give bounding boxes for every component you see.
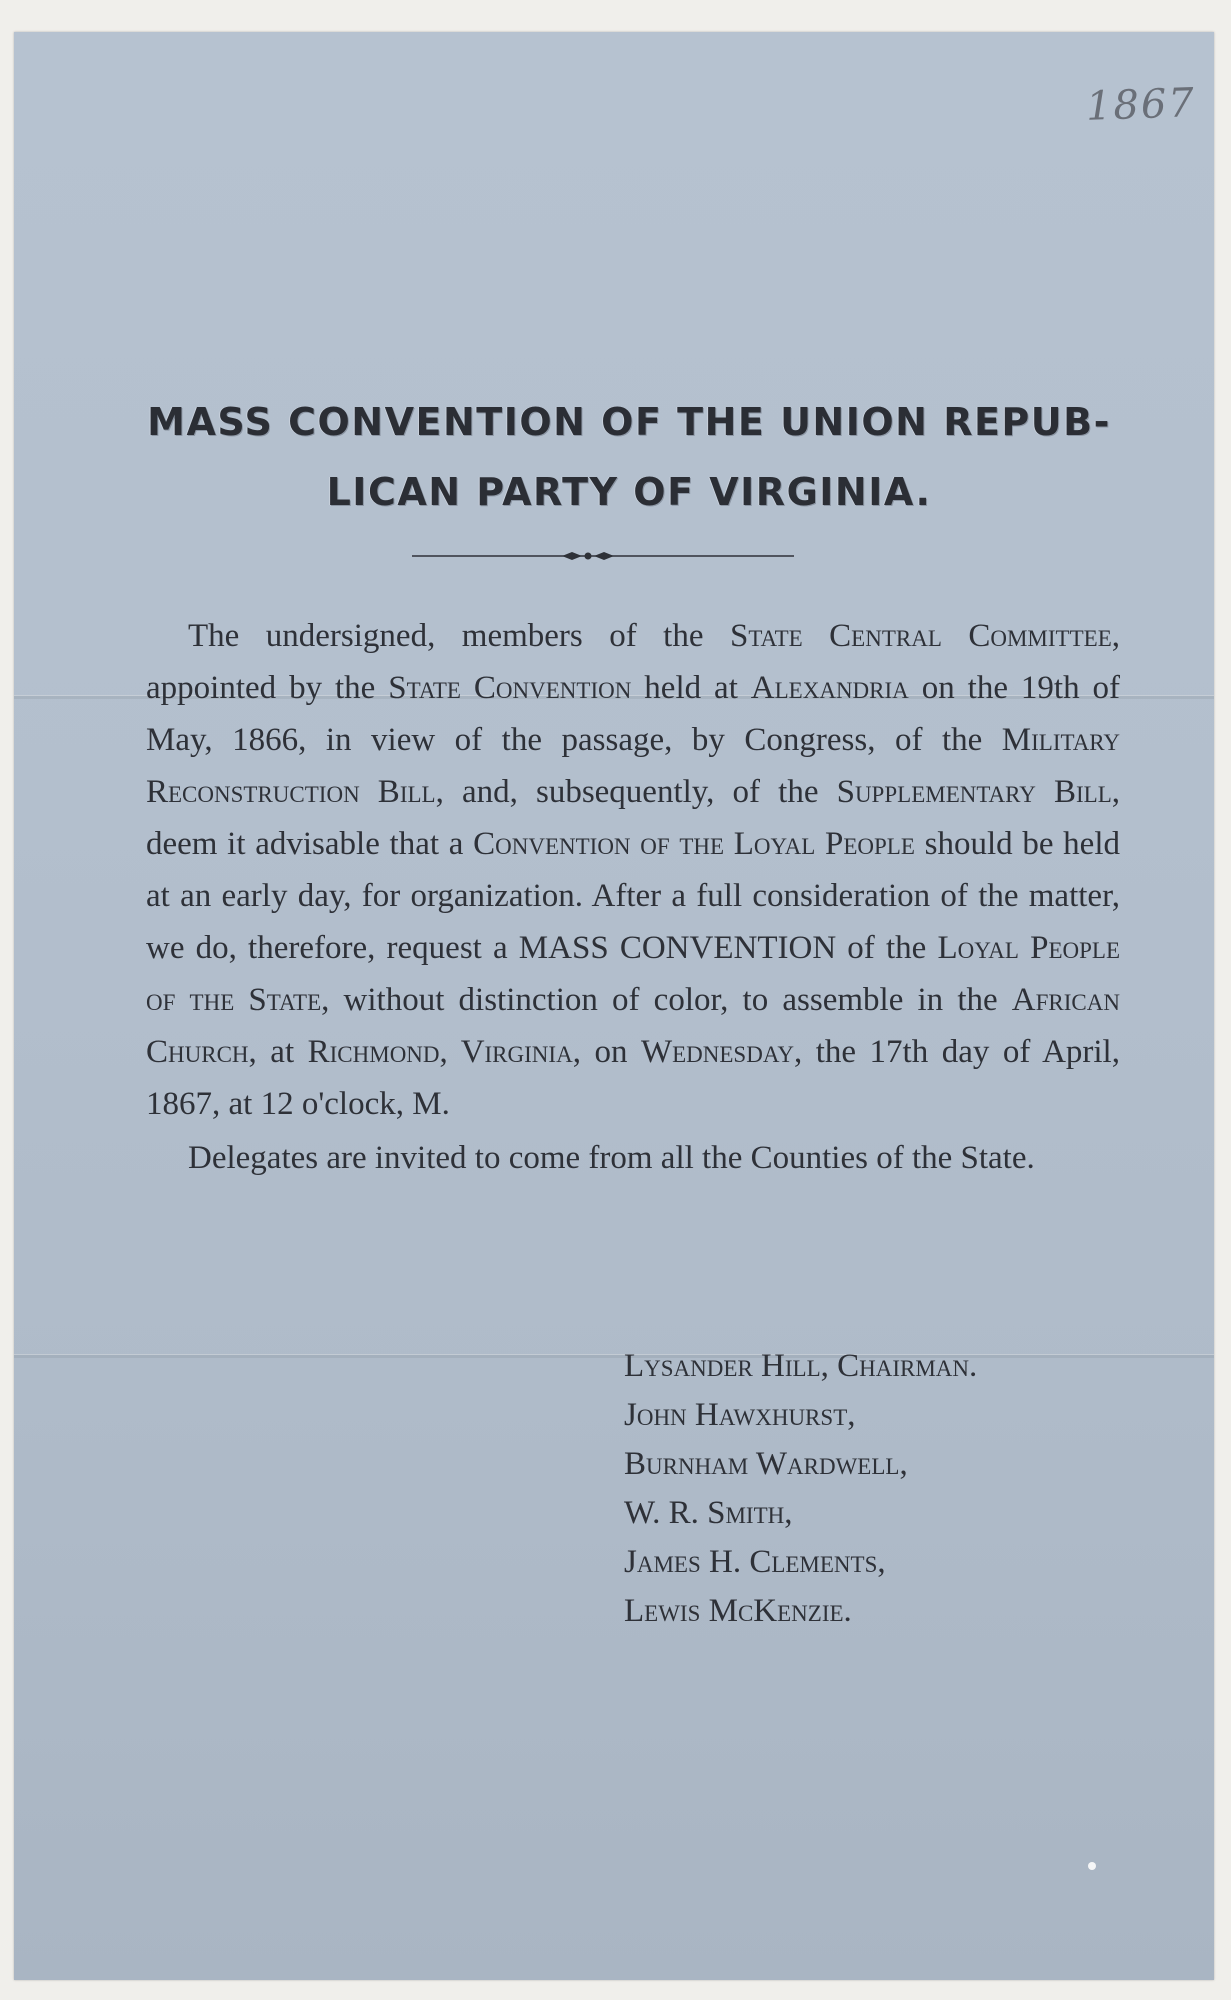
signer-name: Lysander Hill, Chairman. [624,1348,978,1384]
text-run: , appointed by the [146,618,1120,706]
text-run: African Church [146,982,1120,1070]
text-run: State Convention [388,670,632,706]
text-run: Supplementary Bill [836,774,1112,810]
text-run: , and, subsequently, of the [435,774,837,810]
paragraph-delegates: Delegates are invited to come from all the Counties of the State. [188,1140,1035,1176]
paper-speck [1088,1862,1096,1870]
text-run: , without distinction of color, to assemble in the [321,982,1012,1018]
title-line-2: LICAN PARTY OF VIRGINIA. [326,470,932,514]
broadside-page [14,32,1214,1980]
text-run: Convention of the Loyal People [473,826,915,862]
title-line-1: MASS CONVENTION OF THE UNION REPUB- [147,400,1111,444]
paragraph-call-to-convention [146,610,1120,1130]
document-title [134,387,1124,527]
signature-list [624,1342,1144,1636]
text-run: Alexandria [750,670,909,706]
body-text [146,610,1120,1184]
text-run: Wednesday [640,1034,794,1070]
signer-name: John Hawxhurst, [624,1397,856,1433]
text-run: The undersigned, members of the [188,618,730,654]
text-run: , on [572,1034,641,1070]
signer-name: James H. Clements, [624,1544,886,1580]
text-run: Loyal People of the State [146,930,1120,1018]
ornament-rule [412,550,794,562]
text-run: held at [631,670,751,706]
text-run: should be held at an early day, for organization. After a full consideration of the matter, we do, therefore, request a MASS CONVENTION of the [146,826,1120,966]
text-run: , deem it advisable that a [146,774,1120,862]
text-run: , the 17th day of April, 1867, at 12 o'clock, M. [146,1034,1120,1122]
text-run: Richmond, Virginia [307,1034,573,1070]
text-run: on the 19th of May, 1866, in view of the passage, by Congress, of the [146,670,1120,758]
signer-name: W. R. Smith, [624,1495,793,1531]
signer-name: Lewis McKenzie. [624,1593,852,1629]
text-run: , at [248,1034,308,1070]
signer-name: Burnham Wardwell, [624,1446,908,1482]
handwritten-year-note: 1867 [1085,80,1197,130]
text-run: State Central Committee [729,618,1112,654]
text-run: Military Reconstruction Bill [146,722,1120,810]
